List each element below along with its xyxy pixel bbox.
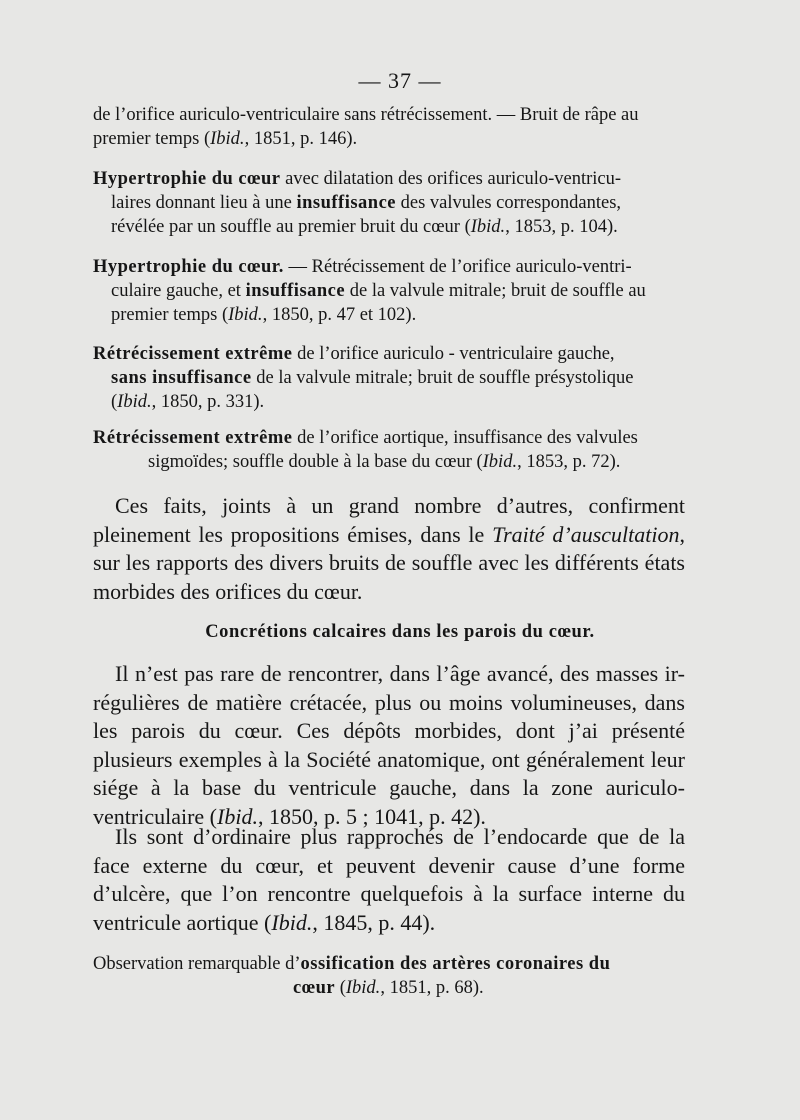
p4-text2: de la valvule mitrale; bruit de souffle présystolique (251, 368, 634, 388)
paragraph-3 (93, 255, 683, 327)
p1-line2-post: , 1851, p. 146). (244, 129, 358, 149)
p1-line2-pre: premier temps ( (93, 129, 211, 149)
p2-ibid: Ibid. (470, 217, 506, 237)
p1-ibid: Ibid. (210, 129, 245, 149)
paragraph-2 (93, 167, 683, 239)
p9-text3: , 1851, p. 68). (380, 978, 484, 998)
p6-text1: Ces faits, joints à un grand nombre d’autres, confirment pleinement les propositions émises, dans le (93, 493, 685, 547)
p5-text2: sigmoïdes; souffle double à la base du cœur ( (148, 452, 483, 472)
p2-bold2: insuffisance (296, 193, 396, 213)
p8-text1: Ils sont d’ordinaire plus rapprochés de l’endocarde que de la face externe du cœur, et peuvent devenir cause d’une forme d’ulcère, que l’on rencontre quelquefois à la surface interne du ventricule aortique ( (93, 824, 685, 935)
p9-bold2: cœur (293, 978, 336, 998)
p5-ibid: Ibid. (482, 452, 518, 472)
p3-bold1: Hypertrophie du cœur. (93, 257, 284, 277)
p4-text3-pre: ( (111, 392, 118, 412)
p9-ibid: Ibid. (345, 978, 381, 998)
p5-text1: de l’orifice aortique, insuffisance des valvules (292, 428, 638, 448)
p9-text1: Observation remarquable d’ (93, 954, 301, 974)
p8-text2: , 1845, p. 44). (312, 909, 436, 935)
p2-text2: laires donnant lieu à une (111, 193, 297, 213)
p2-text1: avec dilatation des orifices auriculo-ventricu- (280, 169, 622, 189)
paragraph-8 (93, 823, 685, 937)
p3-text1: — Rétrécissement de l’orifice auriculo-ventri- (283, 257, 632, 277)
p4-bold1: Rétrécissement extrême (93, 344, 293, 364)
paragraph-5 (93, 426, 683, 474)
p1-line1: de l’orifice auriculo-ventriculaire sans rétrécissement. — Bruit de râpe au (93, 105, 639, 125)
p5-bold1: Rétrécissement extrême (93, 428, 293, 448)
p6-title: Traité d’auscultation (492, 521, 680, 547)
p7-ibid: Ibid. (217, 803, 258, 829)
p5-text3: , 1853, p. 72). (517, 452, 621, 472)
paragraph-7 (93, 660, 685, 831)
p7-text2: , 1850, p. 5 ; 1041, p. 42). (257, 803, 486, 829)
p3-text2: culaire gauche, et (111, 281, 246, 301)
p8-ibid: Ibid. (271, 909, 313, 935)
p7-text1: Il n’est pas rare de rencontrer, dans l’âge avancé, des masses ir-régulières de matière crétacée, plus ou moins volumineuses, dans les parois du cœur. Ces dépôts morbides, dont j’ai présenté plusieurs exemples à la Société anatomique, ont généralement leur siége à la base du ventricule gauche, dans la zone auriculo-ventriculaire ( (93, 661, 685, 829)
p9-bold1: ossification des artères coronaires du (300, 954, 611, 974)
paragraph-6 (93, 492, 685, 606)
page-number: — 37 — (358, 68, 442, 93)
p4-text3-post: , 1850, p. 331). (151, 392, 265, 412)
p4-text1: de l’orifice auriculo - ventriculaire gauche, (292, 344, 615, 364)
p3-bold2: insuffisance (245, 281, 346, 301)
paragraph-1 (93, 103, 683, 151)
p6-text2: , sur les rapports des divers bruits de souffle avec les différents états morbides des orifices du cœur. (93, 521, 685, 604)
p2-text3: des valvules correspondantes, (396, 193, 622, 213)
p2-text5: , 1853, p. 104). (505, 217, 618, 237)
p3-text5: , 1850, p. 47 et 102). (262, 305, 417, 325)
p3-text4: premier temps ( (111, 305, 229, 325)
paragraph-4 (93, 342, 683, 414)
section-heading: Concrétions calcaires dans les parois du cœur. (205, 622, 595, 642)
paragraph-9 (93, 952, 683, 1000)
p2-bold1: Hypertrophie du cœur (93, 169, 281, 189)
p4-ibid: Ibid. (117, 392, 152, 412)
p4-bold2: sans insuffisance (111, 368, 252, 388)
p3-ibid: Ibid. (228, 305, 263, 325)
p9-text2: ( (335, 978, 346, 998)
p2-text4: révélée par un souffle au premier bruit du cœur ( (111, 217, 471, 237)
p3-text3: de la valvule mitrale; bruit de souffle au (345, 281, 646, 301)
